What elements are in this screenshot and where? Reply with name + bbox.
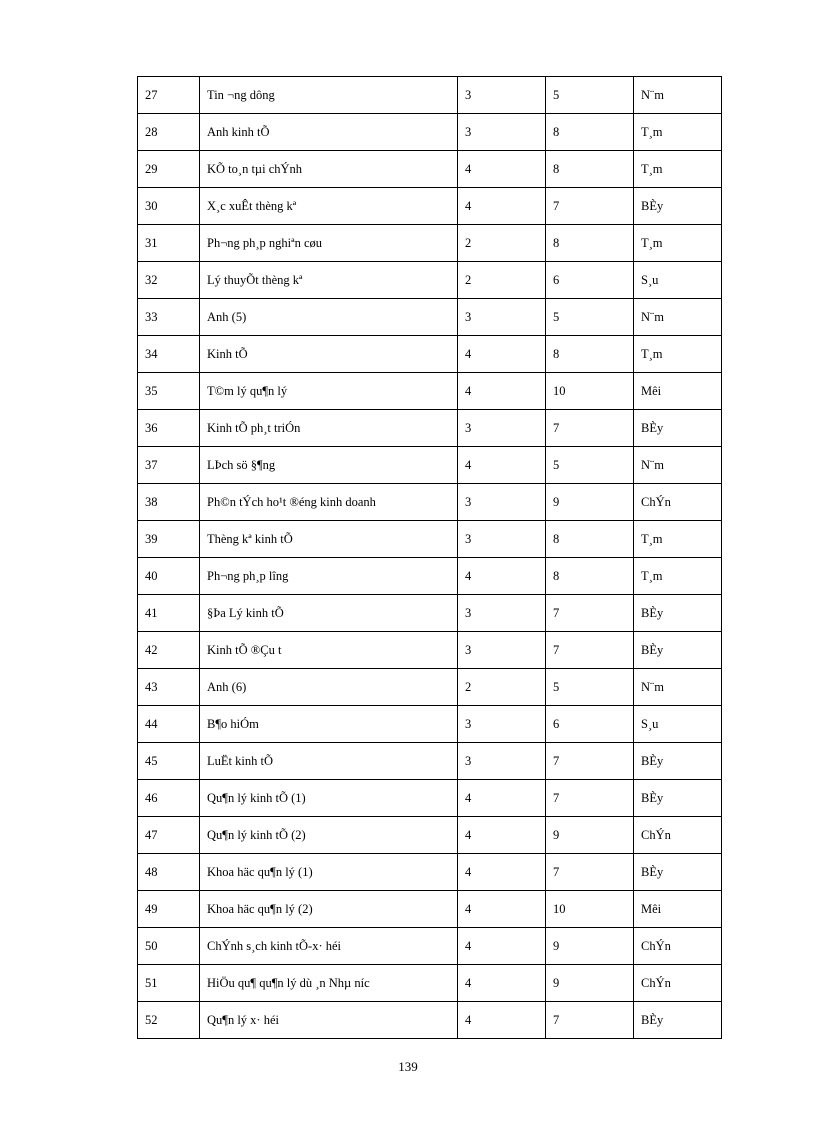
grade-cell: T¸m [634,558,722,595]
grade-cell: ChÝn [634,817,722,854]
grade-cell: N¨m [634,299,722,336]
table-row [138,595,722,632]
row-number-cell: 44 [138,706,200,743]
table-row [138,225,722,262]
credits-cell: 4 [458,188,546,225]
table-row [138,669,722,706]
row-number-cell: 38 [138,484,200,521]
table-row [138,336,722,373]
table-row [138,410,722,447]
table-row [138,373,722,410]
score-cell: 5 [546,77,634,114]
score-cell: 5 [546,669,634,706]
subject-cell: Khoa häc qu¶n lý (1) [200,854,458,891]
credits-cell: 4 [458,780,546,817]
subject-cell: Qu¶n lý x· héi [200,1002,458,1039]
credits-cell: 4 [458,965,546,1002]
score-cell: 7 [546,410,634,447]
row-number-cell: 43 [138,669,200,706]
score-cell: 8 [546,558,634,595]
grade-cell: Mêi [634,891,722,928]
table-row [138,299,722,336]
subject-cell: Ph©n tÝch ho¹t ®éng kinh doanh [200,484,458,521]
credits-cell: 4 [458,1002,546,1039]
score-cell: 8 [546,336,634,373]
subject-cell: Ph¬ng ph¸p lîng [200,558,458,595]
grades-table-container [137,76,721,1039]
credits-cell: 4 [458,854,546,891]
row-number-cell: 51 [138,965,200,1002]
grade-cell: T¸m [634,521,722,558]
row-number-cell: 41 [138,595,200,632]
credits-cell: 4 [458,151,546,188]
table-row [138,521,722,558]
score-cell: 7 [546,854,634,891]
grade-cell: BÈy [634,632,722,669]
score-cell: 10 [546,373,634,410]
subject-cell: HiÖu qu¶ qu¶n lý dù ¸n Nhµ níc [200,965,458,1002]
grade-cell: BÈy [634,188,722,225]
grades-table [137,76,722,1039]
subject-cell: LuËt kinh tÕ [200,743,458,780]
grade-cell: N¨m [634,447,722,484]
grade-cell: Mêi [634,373,722,410]
score-cell: 9 [546,965,634,1002]
subject-cell: B¶o hiÓm [200,706,458,743]
grade-cell: ChÝn [634,484,722,521]
row-number-cell: 33 [138,299,200,336]
credits-cell: 3 [458,77,546,114]
row-number-cell: 27 [138,77,200,114]
subject-cell: LÞch sö §¶ng [200,447,458,484]
row-number-cell: 34 [138,336,200,373]
row-number-cell: 39 [138,521,200,558]
table-row [138,743,722,780]
score-cell: 9 [546,928,634,965]
row-number-cell: 35 [138,373,200,410]
score-cell: 8 [546,114,634,151]
grade-cell: BÈy [634,595,722,632]
grade-cell: BÈy [634,743,722,780]
row-number-cell: 42 [138,632,200,669]
score-cell: 5 [546,299,634,336]
subject-cell: X¸c xuÊt thèng kª [200,188,458,225]
subject-cell: Anh kinh tÕ [200,114,458,151]
credits-cell: 4 [458,447,546,484]
credits-cell: 3 [458,114,546,151]
grade-cell: BÈy [634,780,722,817]
row-number-cell: 32 [138,262,200,299]
score-cell: 5 [546,447,634,484]
row-number-cell: 45 [138,743,200,780]
row-number-cell: 37 [138,447,200,484]
credits-cell: 4 [458,928,546,965]
table-row [138,447,722,484]
score-cell: 7 [546,1002,634,1039]
credits-cell: 3 [458,521,546,558]
grade-cell: BÈy [634,1002,722,1039]
credits-cell: 2 [458,262,546,299]
credits-cell: 3 [458,484,546,521]
subject-cell: Qu¶n lý kinh tÕ (2) [200,817,458,854]
grade-cell: T¸m [634,225,722,262]
score-cell: 8 [546,225,634,262]
table-row [138,188,722,225]
table-row [138,114,722,151]
credits-cell: 3 [458,632,546,669]
row-number-cell: 47 [138,817,200,854]
credits-cell: 2 [458,225,546,262]
grade-cell: ChÝn [634,928,722,965]
grade-cell: ChÝn [634,965,722,1002]
subject-cell: Ph¬ng ph¸p nghiªn cøu [200,225,458,262]
subject-cell: ChÝnh s¸ch kinh tÕ-x· héi [200,928,458,965]
subject-cell: Qu¶n lý kinh tÕ (1) [200,780,458,817]
grade-cell: T¸m [634,336,722,373]
credits-cell: 4 [458,817,546,854]
grade-cell: T¸m [634,151,722,188]
table-row [138,262,722,299]
table-row [138,854,722,891]
table-row [138,706,722,743]
page-number: 139 [398,1059,418,1074]
row-number-cell: 52 [138,1002,200,1039]
credits-cell: 3 [458,410,546,447]
subject-cell: Khoa häc qu¶n lý (2) [200,891,458,928]
subject-cell: Tin ¬ng dông [200,77,458,114]
score-cell: 6 [546,262,634,299]
score-cell: 9 [546,817,634,854]
table-row [138,965,722,1002]
score-cell: 6 [546,706,634,743]
table-row [138,891,722,928]
credits-cell: 4 [458,891,546,928]
row-number-cell: 30 [138,188,200,225]
row-number-cell: 49 [138,891,200,928]
subject-cell: Lý thuyÕt thèng kª [200,262,458,299]
table-row [138,558,722,595]
grades-table-body [138,77,722,1039]
subject-cell: Thèng kª kinh tÕ [200,521,458,558]
grade-cell: BÈy [634,410,722,447]
row-number-cell: 50 [138,928,200,965]
credits-cell: 3 [458,706,546,743]
table-row [138,780,722,817]
credits-cell: 3 [458,299,546,336]
subject-cell: KÕ to¸n tµi chÝnh [200,151,458,188]
table-row [138,817,722,854]
subject-cell: T©m lý qu¶n lý [200,373,458,410]
score-cell: 10 [546,891,634,928]
subject-cell: Anh (6) [200,669,458,706]
table-row [138,928,722,965]
row-number-cell: 28 [138,114,200,151]
subject-cell: Kinh tÕ [200,336,458,373]
table-row [138,77,722,114]
table-row [138,1002,722,1039]
score-cell: 7 [546,743,634,780]
grade-cell: N¨m [634,669,722,706]
row-number-cell: 31 [138,225,200,262]
row-number-cell: 48 [138,854,200,891]
score-cell: 9 [546,484,634,521]
subject-cell: Kinh tÕ ®Çu t [200,632,458,669]
row-number-cell: 46 [138,780,200,817]
credits-cell: 3 [458,743,546,780]
score-cell: 8 [546,151,634,188]
row-number-cell: 40 [138,558,200,595]
score-cell: 7 [546,188,634,225]
subject-cell: Kinh tÕ ph¸t triÓn [200,410,458,447]
score-cell: 8 [546,521,634,558]
credits-cell: 2 [458,669,546,706]
credits-cell: 3 [458,595,546,632]
row-number-cell: 36 [138,410,200,447]
grade-cell: S¸u [634,262,722,299]
table-row [138,484,722,521]
grade-cell: S¸u [634,706,722,743]
grade-cell: T¸m [634,114,722,151]
score-cell: 7 [546,595,634,632]
subject-cell: Anh (5) [200,299,458,336]
row-number-cell: 29 [138,151,200,188]
score-cell: 7 [546,632,634,669]
score-cell: 7 [546,780,634,817]
credits-cell: 4 [458,373,546,410]
credits-cell: 4 [458,336,546,373]
subject-cell: §Þa Lý kinh tÕ [200,595,458,632]
table-row [138,151,722,188]
grade-cell: N¨m [634,77,722,114]
table-row [138,632,722,669]
credits-cell: 4 [458,558,546,595]
grade-cell: BÈy [634,854,722,891]
